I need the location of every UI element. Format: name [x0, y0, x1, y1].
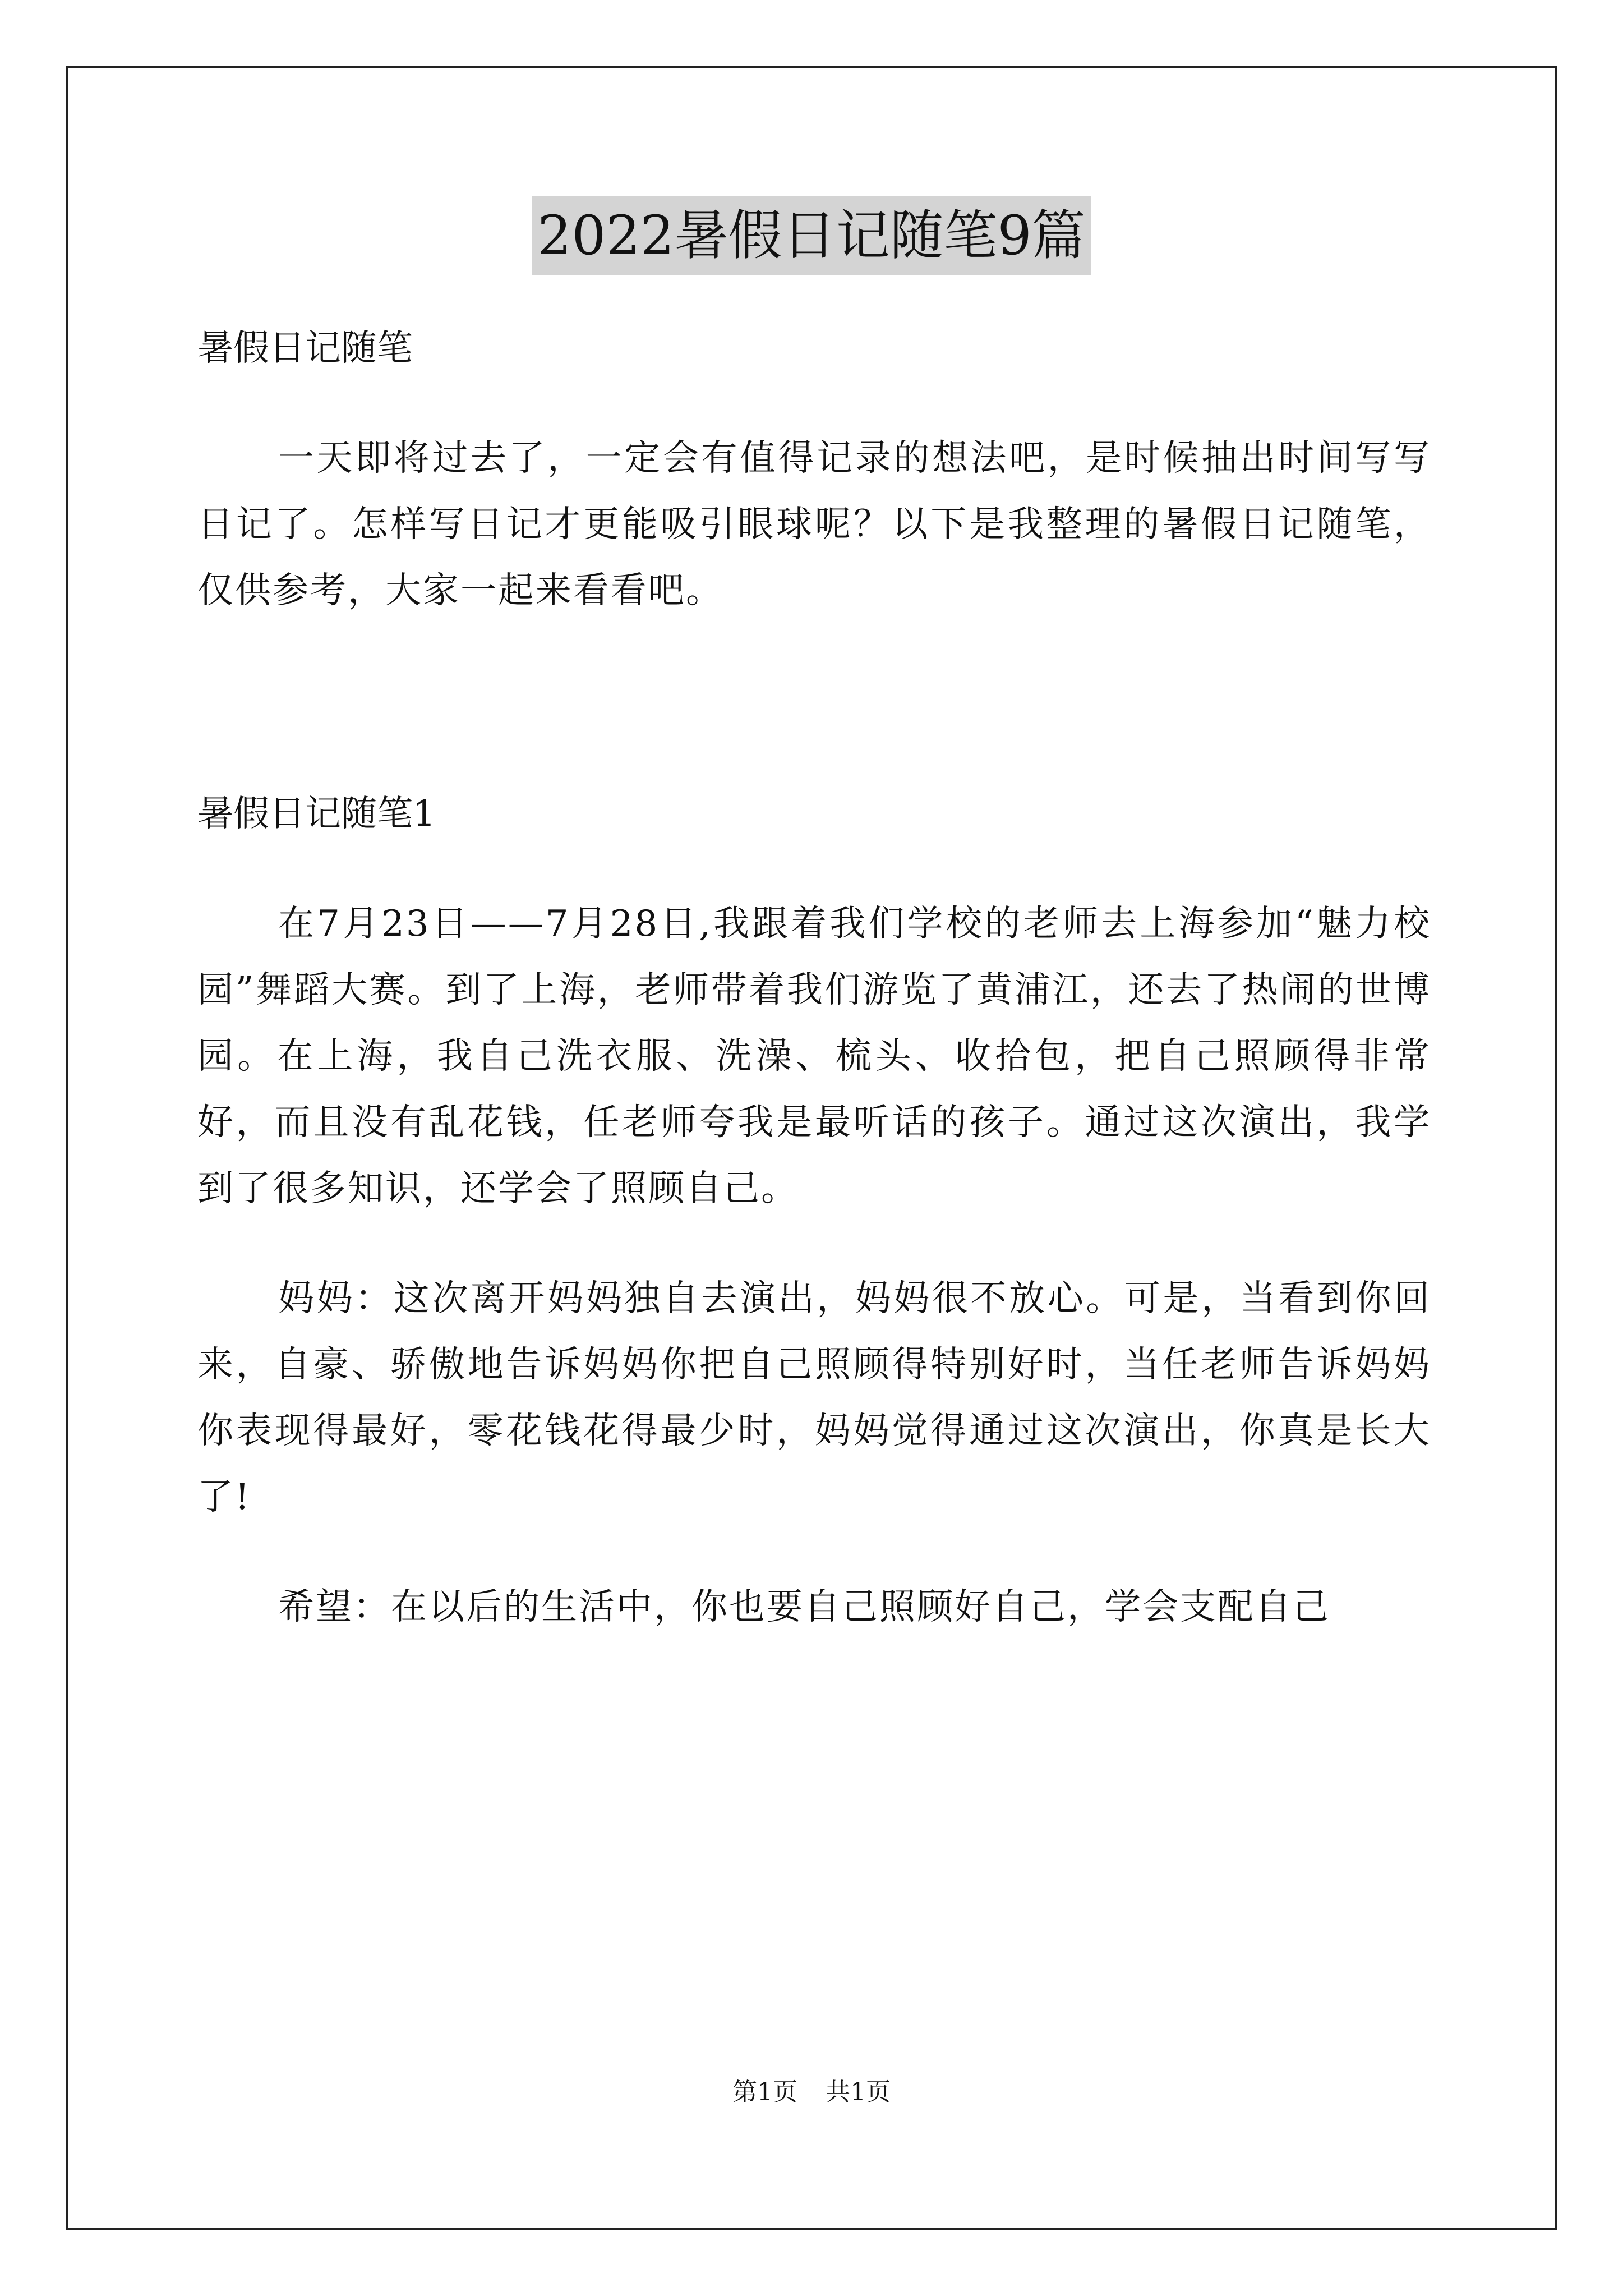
document-body	[197, 303, 1431, 1684]
page-total: 共1页	[826, 2078, 891, 2106]
paragraph: 一天即将过去了，一定会有值得记录的想法吧，是时候抽出时间写写日记了。怎样写日记才更能吸引眼球呢？以下是我整理的暑假日记随笔，仅供参考，大家一起来看看吧。	[197, 438, 1431, 611]
section-heading: 暑假日记随笔1	[197, 793, 436, 835]
paragraph: 在7月23日——7月28日,我跟着我们学校的老师去上海参加“魅力校园”舞蹈大赛。到了上海，老师带着我们游览了黄浦江，还去了热闹的世博园。在上海，我自己洗衣服、洗澡、梳头、收拾包，把自己照顾得非常好，而且没有乱花钱，任老师夸我是最听话的孩子。通过这次演出，我学到了很多知识，还学会了照顾自己。	[197, 903, 1431, 1209]
page-number: 第1页	[732, 2078, 797, 2106]
document-title: 2022暑假日记随笔9篇	[532, 196, 1091, 275]
paragraph: 妈妈：这次离开妈妈独自去演出，妈妈很不放心。可是，当看到你回来，自豪、骄傲地告诉妈妈你把自己照顾得特别好时，当任老师告诉妈妈你表现得最好，零花钱花得最少时，妈妈觉得通过这次演出，你真是长大了!	[197, 1278, 1431, 1518]
section-heading: 暑假日记随笔	[197, 328, 413, 369]
page-footer	[0, 2076, 1623, 2109]
title-container	[0, 196, 1623, 275]
paragraph: 希望：在以后的生活中，你也要自己照顾好自己，学会支配自己	[278, 1586, 1330, 1628]
